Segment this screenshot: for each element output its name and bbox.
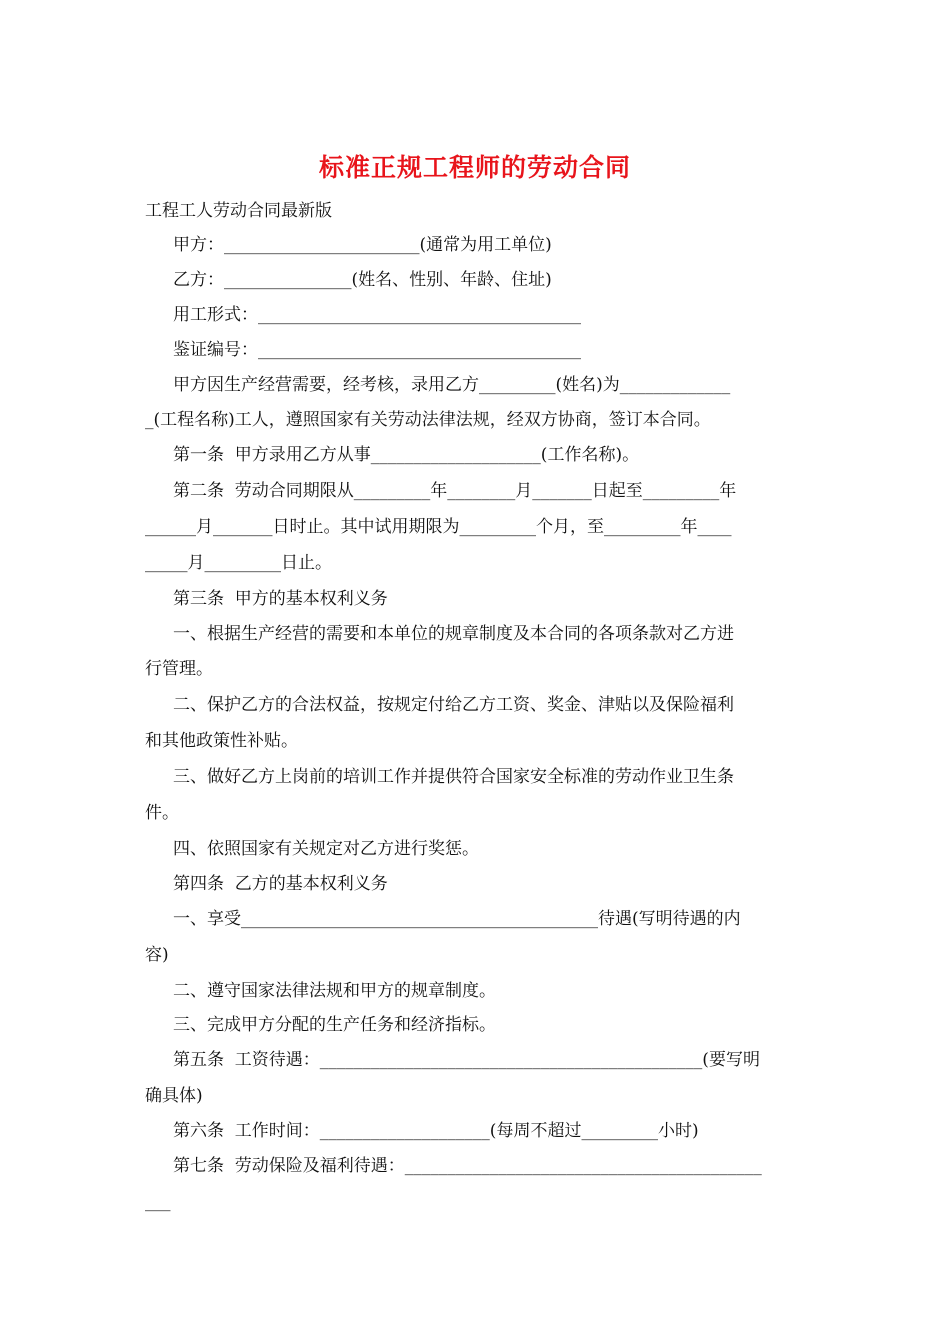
article-3-item-3-line-1: 三、做好乙方上岗前的培训工作并提供符合国家安全标准的劳动作业卫生条 bbox=[173, 767, 734, 787]
article-4-item-2: 二、遵守国家法律法规和甲方的规章制度。 bbox=[173, 981, 496, 1001]
intro-paragraph-line-1: 甲方因生产经营需要，经考核，录用乙方_________(姓名)为_____________ bbox=[173, 375, 731, 395]
party-b-line: 乙方：_______________(姓名、性别、年龄、住址) bbox=[173, 270, 552, 290]
article-3-item-2-line-2: 和其他政策性补贴。 bbox=[145, 731, 298, 751]
article-4-item-1-line-2: 容) bbox=[145, 945, 169, 965]
article-4-heading: 第四条 乙方的基本权利义务 bbox=[173, 874, 388, 894]
certification-number-line: 鉴证编号：______________________________________ bbox=[173, 340, 581, 360]
article-4-item-3: 三、完成甲方分配的生产任务和经济指标。 bbox=[173, 1015, 496, 1035]
party-a-line: 甲方：_______________________(通常为用工单位) bbox=[173, 235, 552, 255]
article-3-item-3-line-2: 件。 bbox=[145, 803, 179, 823]
document-title: 标准正规工程师的劳动合同 bbox=[318, 153, 631, 182]
article-4-item-1-line-1: 一、享受__________________________________________待遇(写明待遇的内 bbox=[173, 909, 741, 929]
article-5-line-2: 确具体) bbox=[145, 1086, 203, 1106]
employment-form-line: 用工形式：______________________________________ bbox=[173, 305, 581, 325]
article-5-line-1: 第五条 工资待遇：_____________________________________________(要写明 bbox=[173, 1050, 760, 1070]
article-2-line-3: _____月_________日止。 bbox=[145, 553, 332, 573]
intro-paragraph-line-2: _(工程名称)工人，遵照国家有关劳动法律法规，经双方协商，签订本合同。 bbox=[145, 410, 711, 430]
article-2-line-1: 第二条 劳动合同期限从_________年________月_______日起至_________年 bbox=[173, 481, 737, 501]
article-3-item-4: 四、依照国家有关规定对乙方进行奖惩。 bbox=[173, 839, 479, 859]
article-3-item-1-line-2: 行管理。 bbox=[145, 659, 213, 679]
article-7-line-2: ___ bbox=[145, 1192, 171, 1212]
subtitle-line: 工程工人劳动合同最新版 bbox=[145, 201, 332, 221]
article-3-heading: 第三条 甲方的基本权利义务 bbox=[173, 589, 388, 609]
article-6-line: 第六条 工作时间：____________________(每周不超过_________小时) bbox=[173, 1121, 699, 1141]
article-2-line-2: ______月_______日时止。其中试用期限为_________个月，至_________年____ bbox=[145, 517, 732, 537]
article-7-line-1: 第七条 劳动保险及福利待遇：__________________________________________ bbox=[173, 1156, 762, 1176]
article-3-item-2-line-1: 二、保护乙方的合法权益，按规定付给乙方工资、奖金、津贴以及保险福利 bbox=[173, 695, 734, 715]
article-3-item-1-line-1: 一、根据生产经营的需要和本单位的规章制度及本合同的各项条款对乙方进 bbox=[173, 624, 734, 644]
article-1-line: 第一条 甲方录用乙方从事____________________(工作名称)。 bbox=[173, 445, 640, 465]
